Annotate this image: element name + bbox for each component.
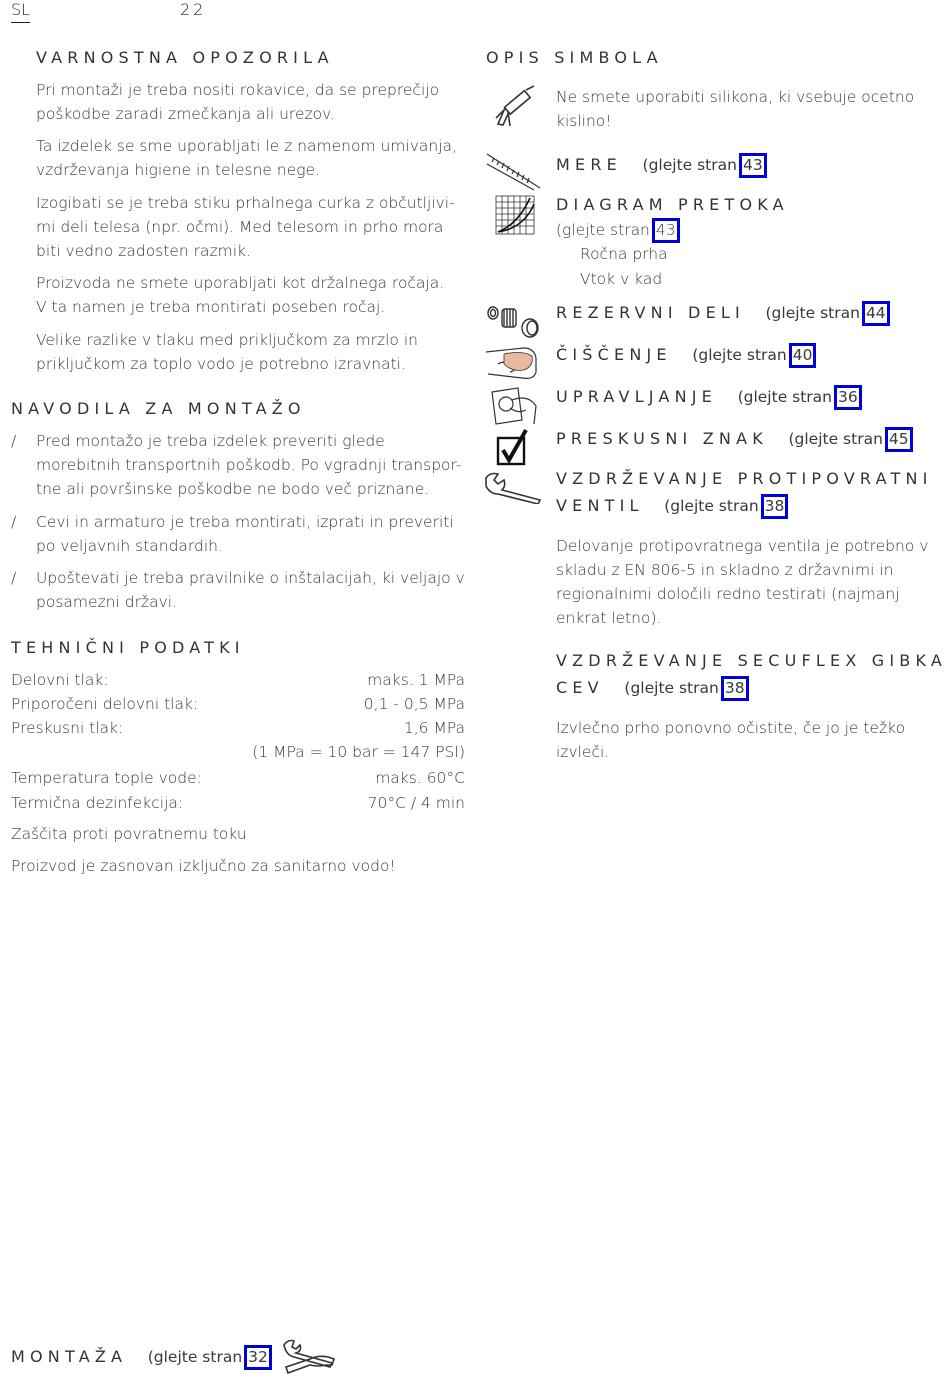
hose-maintenance-text: Izvlečno prho ponovno očistite, če jo je težko izvleči. [556, 719, 906, 761]
page-reference[interactable]: 44 [862, 301, 890, 326]
safety-paragraph-4: Proizvoda ne smete uporabljati kot držalnega ročaja. V ta namen je treba montirati poseben ročaj. [36, 274, 445, 316]
diagram-bath-inlet: Vtok v kad [580, 270, 663, 288]
valve-maintenance-text: Delovanje protipovratnega ventila je potrebno v skladu z EN 806-5 in skladno z državnimi in regionalnimi določili redno testirati (najmanj enkrat letno). [556, 537, 929, 627]
sanitary-note: Proizvod je zasnovan izključno za sanitarno vodo! [11, 857, 396, 875]
page-reference[interactable]: 32 [244, 1345, 272, 1370]
safety-paragraph-3: Izogibati se je treba stiku prhalnega curka z občutljivi- mi deli telesa (npr. očmi). Med telesom in prho mora biti vedno zadosten razmik. [36, 194, 455, 260]
tech-row: Temperatura tople vode: maks. 60°C [11, 769, 465, 787]
spare-parts-icon [486, 302, 544, 340]
tools-icon [280, 1337, 338, 1377]
install-item-1: Pred montažo je treba izdelek preveriti glede morebitnih transportnih poškodb. Po vgradnji transpor- tne ali površinske poškodbe ne bodo več priznane. [36, 432, 462, 498]
tech-title: TEHNIČNI PODATKI [11, 638, 245, 657]
page-reference[interactable]: 36 [834, 385, 862, 410]
assembly-reference: MONTAŽA (glejte stran 32 [11, 1345, 272, 1370]
symbol-diagram-title: DIAGRAM PRETOKA [556, 195, 789, 214]
page-reference[interactable]: 45 [885, 427, 913, 452]
tech-row: Delovni tlak: maks. 1 MPa [11, 671, 465, 689]
page-reference[interactable]: 38 [721, 676, 749, 701]
page-reference[interactable]: 38 [761, 494, 789, 519]
silicone-warning: Ne smete uporabiti silikona, ki vsebuje ocetno kislino! [556, 88, 915, 130]
symbols-title: OPIS SIMBOLA [486, 48, 663, 67]
safety-paragraph-5: Velike razlike v tlaku med priključkom za mrzlo in priključkom za toplo vodo je potrebno izravnati. [36, 331, 418, 373]
tech-row: Preskusni tlak: 1,6 MPa [11, 719, 465, 737]
diagram-hand-shower: Ročna prha [580, 245, 668, 263]
symbol-hose-maintenance: CEV (glejte stran 38 [556, 676, 749, 701]
symbol-mere: MERE (glejte stran 43 [556, 153, 767, 178]
ruler-icon [486, 152, 542, 192]
page-reference[interactable]: 43 [652, 218, 680, 243]
safety-title: VARNOSTNA OPOZORILA [36, 48, 334, 67]
symbol-valve-maintenance-title: VZDRŽEVANJE PROTIPOVRATNI [556, 469, 933, 488]
language-code: SL [11, 0, 30, 23]
symbol-spare-parts: REZERVNI DELI (glejte stran 44 [556, 301, 890, 326]
cleaning-hand-icon [484, 342, 544, 384]
page-number: 22 [180, 0, 207, 19]
symbol-cleaning: ČIŠČENJE (glejte stran 40 [556, 343, 816, 368]
safety-paragraph-1: Pri montaži je treba nositi rokavice, da se preprečijo poškodbe zaradi zmečkanja ali urezov. [36, 81, 440, 123]
backflow-note: Zaščita proti povratnemu toku [11, 825, 247, 843]
silicone-gun-icon [490, 84, 536, 130]
install-item-3: Upoštevati je treba pravilnike o inštalacijah, ki veljajo v posamezni državi. [36, 569, 465, 611]
symbol-test-mark: PRESKUSNI ZNAK (glejte stran 45 [556, 427, 913, 452]
bullet-marker: / [11, 432, 17, 450]
symbol-diagram-ref: (glejte stran 43 [556, 218, 680, 243]
page-reference[interactable]: 43 [739, 153, 767, 178]
symbol-hose-maintenance-title: VZDRŽEVANJE SECUFLEX GIBKA [556, 651, 948, 670]
tech-row: Termična dezinfekcija: 70°C / 4 min [11, 794, 465, 812]
install-item-2: Cevi in armaturo je treba montirati, izprati in preveriti po veljavnih standardih. [36, 513, 454, 555]
flow-diagram-icon [494, 194, 536, 236]
bullet-marker: / [11, 569, 17, 587]
bullet-marker: / [11, 513, 17, 531]
symbol-operation: UPRAVLJANJE (glejte stran 36 [556, 385, 862, 410]
wrench-icon [484, 472, 544, 504]
page-reference[interactable]: 40 [789, 343, 817, 368]
operation-hand-icon [488, 384, 540, 428]
install-title: NAVODILA ZA MONTAŽO [11, 399, 306, 418]
symbol-valve-maintenance: VENTIL (glejte stran 38 [556, 494, 788, 519]
safety-paragraph-2: Ta izdelek se sme uporabljati le z namenom umivanja, vzdrževanja higiene in telesne nege. [36, 137, 457, 179]
tech-row: Priporočeni delovni tlak: 0,1 - 0,5 MPa [11, 695, 465, 713]
checkbox-icon [496, 428, 530, 468]
